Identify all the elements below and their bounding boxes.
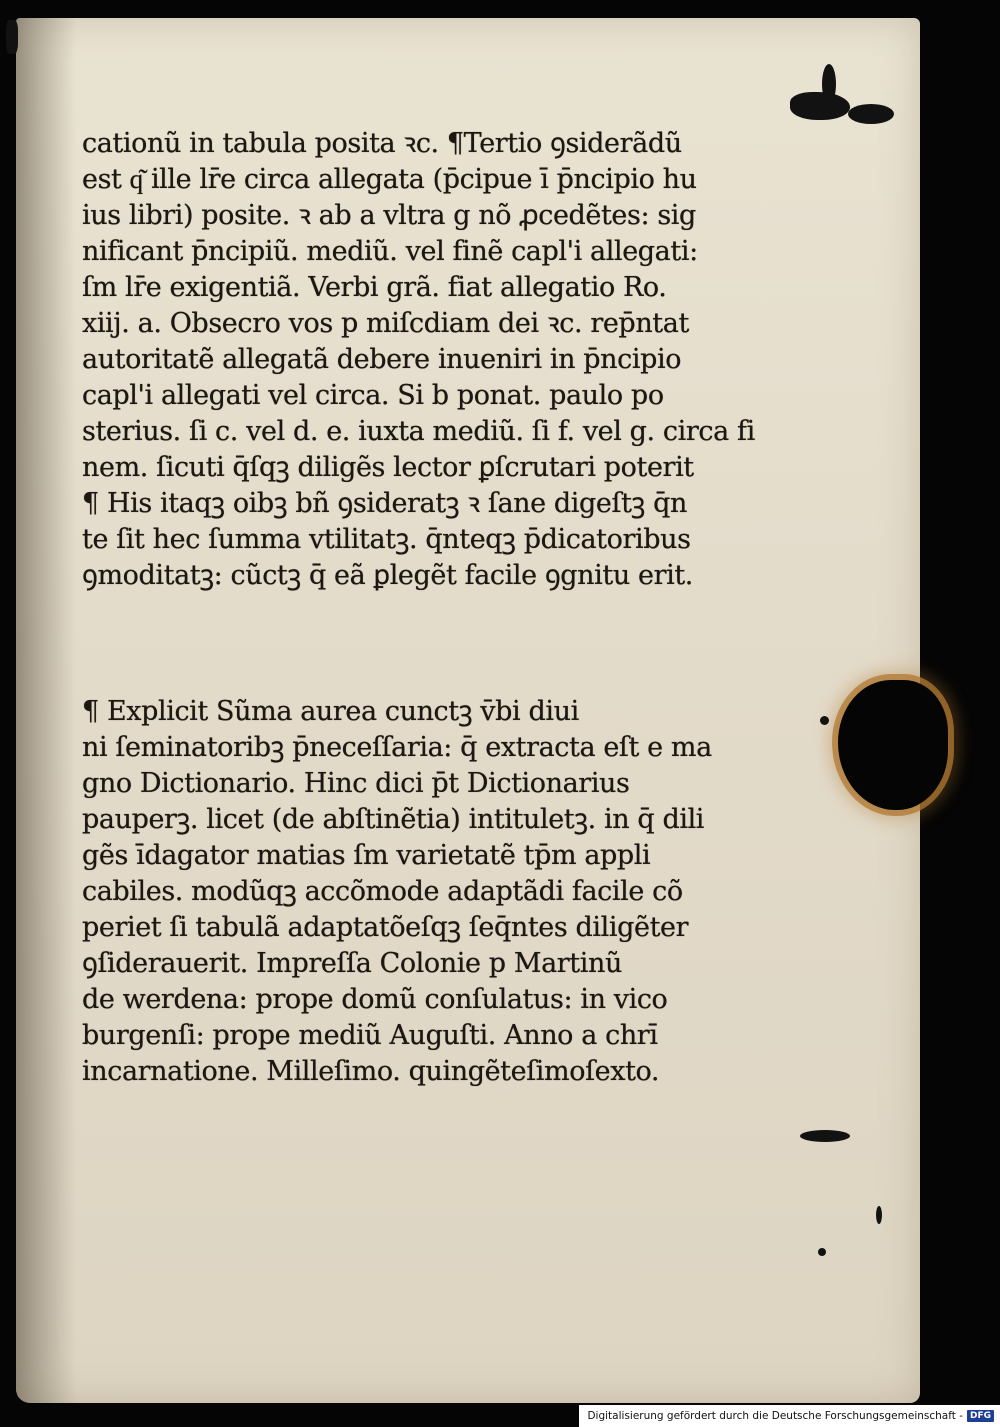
- text-line: gẽs īdagator matias ſm varietatẽ tp̄m appli: [82, 840, 651, 871]
- text-line: pauperꝫ. licet (de abſtinẽtia) intituletꝫ. in q̄ dili: [82, 804, 705, 835]
- text-line: ¶ Explicit Sũma aurea cunctꝫ v̄bi diui: [82, 696, 579, 727]
- text-line: ſm lr̄e exigentiã. Verbi grã. fiat allegatio Ro.: [82, 272, 667, 303]
- dfg-logo: DFG: [967, 1410, 994, 1422]
- text-line: de werdena: prope domũ conſulatus: in vico: [82, 984, 668, 1015]
- text-line: xiij. a. Obsecro vos p miſcdiam dei ꝛc. rep̄ntat: [82, 308, 689, 339]
- text-line: nem. ſicuti q̄ſqꝫ diligẽs lector ꝑſcrutari poterit: [82, 452, 694, 483]
- funding-footer: [579, 1405, 1000, 1427]
- text-line: ni ſeminatoribꝫ p̄neceſſaria: q̄ extracta eſt e ma: [82, 732, 712, 763]
- text-line: nificant p̄ncipiũ. mediũ. vel finẽ capl'i allegati:: [82, 236, 698, 267]
- text-line: periet ſi tabulã adaptatõeſqꝫ ſeq̄ntes diligẽter: [82, 912, 689, 943]
- ink-blot: [818, 1248, 826, 1256]
- ink-blot: [6, 20, 18, 54]
- text-line: ꝯmoditatꝫ: cũctꝫ q̄ eã ꝑlegẽt facile ꝯgnitu erit.: [82, 560, 693, 591]
- ink-blot: [848, 104, 894, 124]
- text-line: sterius. ſi c. vel d. e. iuxta mediũ. ſi f. vel g. circa fi: [82, 416, 755, 447]
- text-line: cationũ in tabula posita ꝛc. ¶Tertio ꝯsiderãdũ: [82, 128, 682, 159]
- text-line: cabiles. modũqꝫ accõmode adaptãdi facile cõ: [82, 876, 683, 907]
- text-line: te ſit hec ſumma vtilitatꝫ. q̄nteqꝫ p̄dicatoribus: [82, 524, 691, 555]
- text-line: ius libri) posite. ꝛ ab a vltra g nõ ꝓcedẽtes: sig: [82, 200, 696, 231]
- text-block-colophon: [82, 694, 772, 1090]
- text-line: burgenſi: prope mediũ Auguſti. Anno a chrī: [82, 1020, 658, 1051]
- ink-blot: [822, 64, 836, 104]
- text-line: capl'i allegati vel circa. Si b ponat. paulo po: [82, 380, 664, 411]
- burn-hole: [838, 680, 948, 810]
- text-line: autoritatẽ allegatã debere inueniri in p̄ncipio: [82, 344, 682, 375]
- ink-blot: [876, 1206, 882, 1224]
- ink-blot: [790, 92, 850, 120]
- text-line: gno Dictionario. Hinc dici p̄t Dictionarius: [82, 768, 630, 799]
- text-block-upper: [82, 126, 772, 594]
- text-line: est q͂ ille lr̄e circa allegata (p̄cipue ī p̄ncipio hu: [82, 164, 697, 195]
- ink-blot: [820, 716, 829, 725]
- text-line: ¶ His itaqꝫ oibꝫ bñ ꝯsideratꝫ ꝛ ſane digeſtꝫ q̄n: [82, 488, 687, 519]
- text-line: ꝯſiderauerit. Impreſſa Colonie p Martinũ: [82, 948, 622, 979]
- text-line: incarnatione. Milleſimo. quingẽteſimoſexto.: [82, 1056, 660, 1087]
- ink-blot: [800, 1130, 850, 1142]
- funding-text: Digitalisierung gefördert durch die Deutsche Forschungsgemeinschaft -: [587, 1410, 963, 1422]
- gutter-shadow: [16, 18, 76, 1403]
